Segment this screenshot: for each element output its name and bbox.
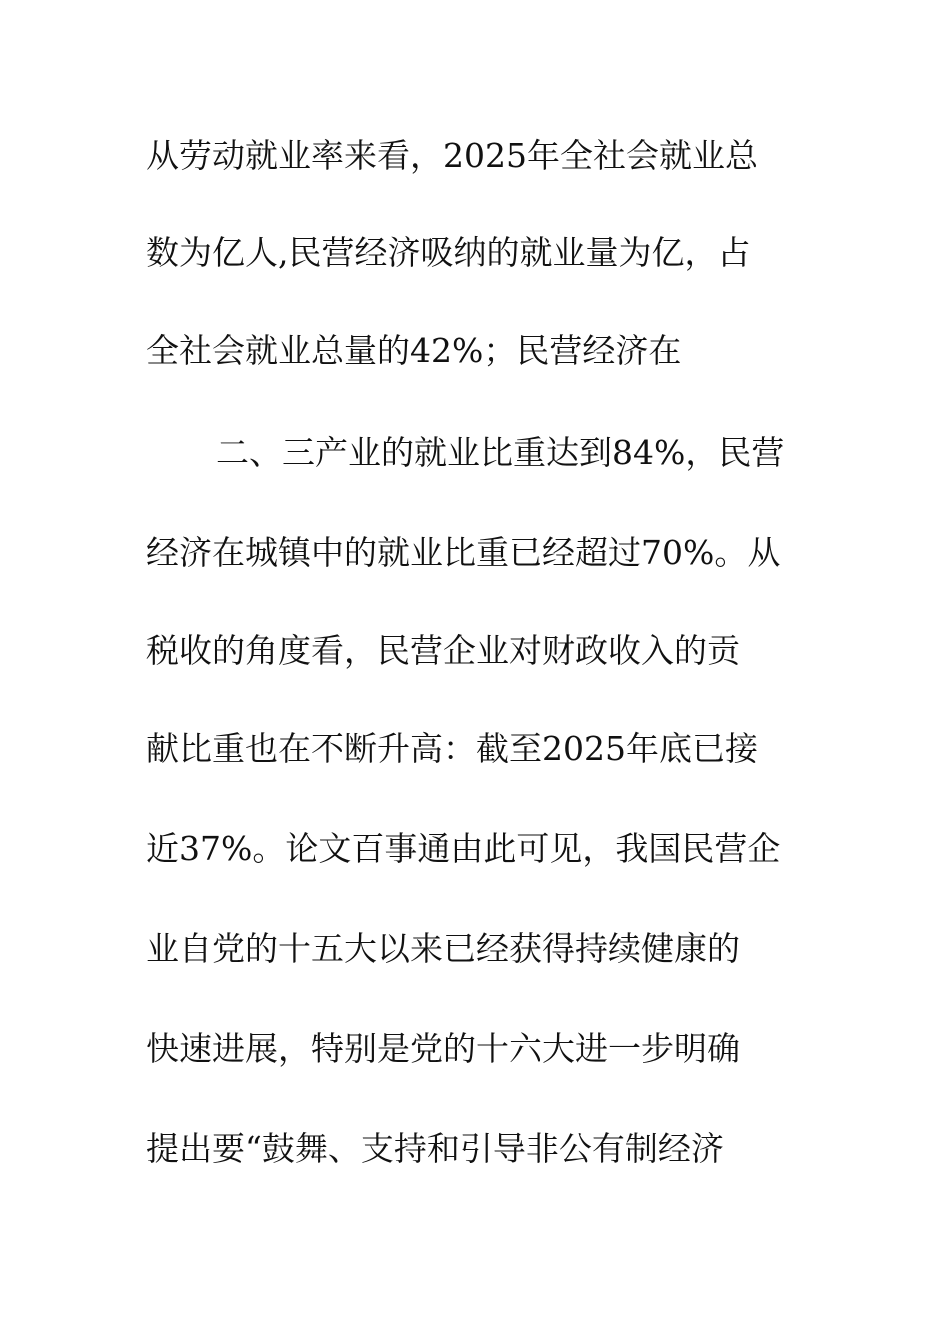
text-line-10: 快速进展，特别是党的十六大进一步明确 [146,1029,740,1068]
text-line-2: 数为亿人,民营经济吸纳的就业量为亿，占 [146,233,751,272]
text-line-4: 二、三产业的就业比重达到84%，民营 [216,433,785,472]
text-line-8: 近37%。论文百事通由此可见，我国民营企 [146,829,781,868]
text-line-6: 税收的角度看，民营企业对财政收入的贡 [146,631,740,670]
text-line-7: 献比重也在不断升高：截至2025年底已接 [146,729,758,768]
text-line-9: 业自党的十五大以来已经获得持续健康的 [146,929,740,968]
text-line-11: 提出要“鼓舞、支持和引导非公有制经济 [146,1129,724,1168]
text-line-5: 经济在城镇中的就业比重已经超过70%。从 [146,533,781,572]
text-line-3: 全社会就业总量的42%；民营经济在 [146,331,682,370]
text-line-1: 从劳动就业率来看，2025年全社会就业总 [146,136,758,175]
